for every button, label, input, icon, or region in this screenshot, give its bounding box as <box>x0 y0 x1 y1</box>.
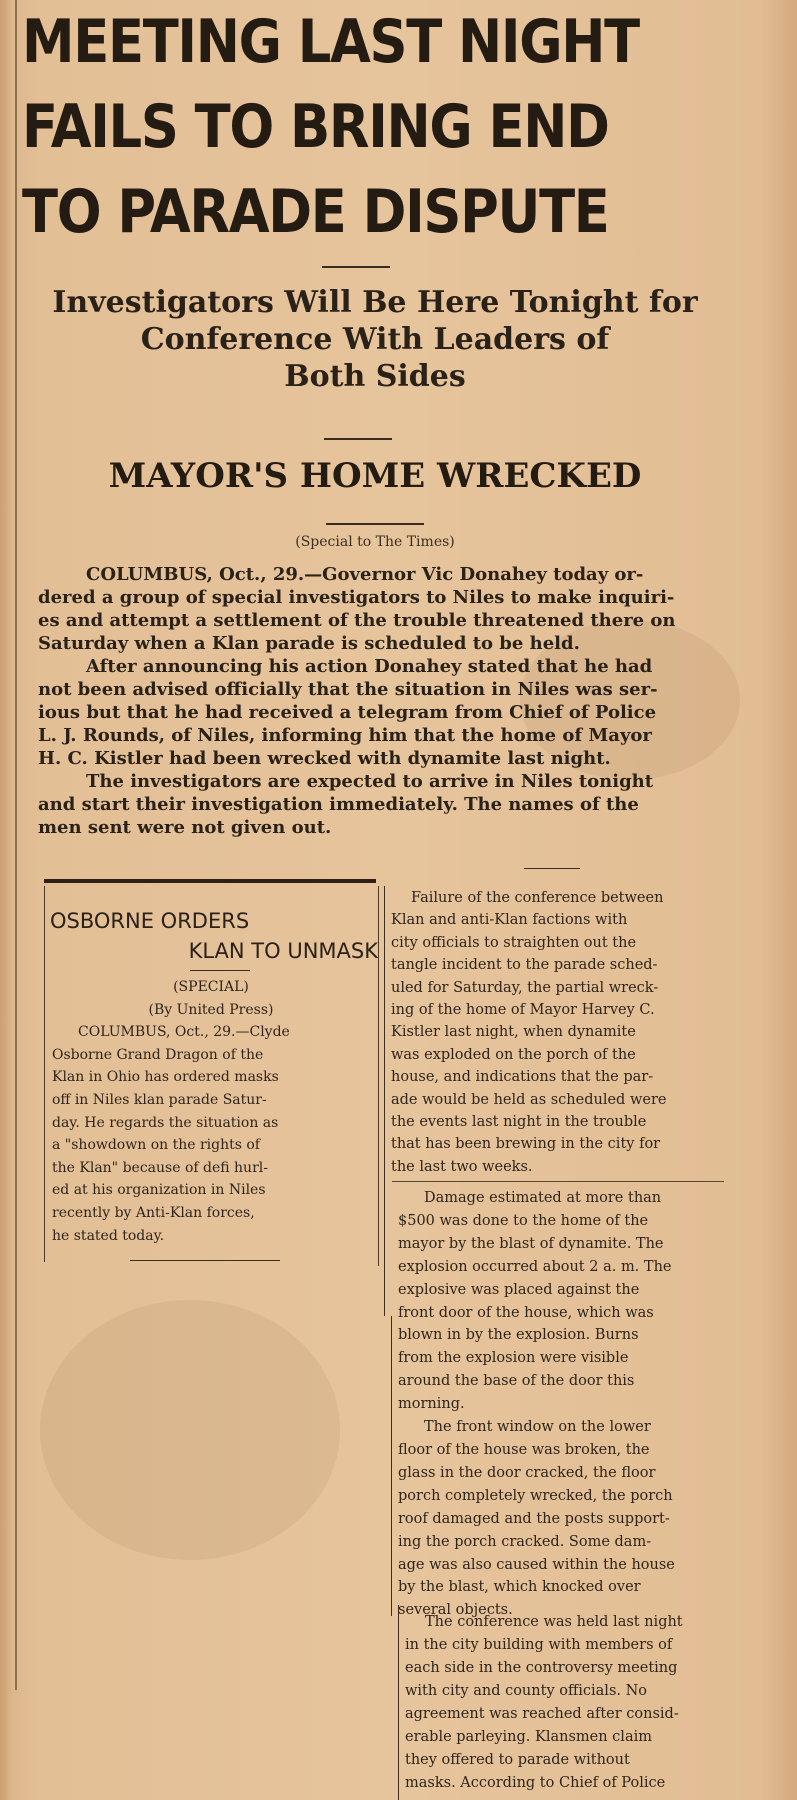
subheadline <box>30 284 720 395</box>
right-line: the last two weeks. <box>391 1158 533 1175</box>
box-line: off in Niles klan parade Satur- <box>52 1091 267 1108</box>
column-rule <box>398 1605 399 1800</box>
lead-line: dered a group of special investigators to Niles to make inquiri- <box>38 587 675 608</box>
right-line: $500 was done to the home of the <box>398 1212 649 1229</box>
subhead-line: Investigators Will Be Here Tonight for <box>52 285 698 320</box>
right-line: mayor by the blast of dynamite. The <box>398 1235 664 1252</box>
right-line: from the explosion were visible <box>398 1350 629 1367</box>
right-line: roof damaged and the posts support- <box>398 1510 670 1527</box>
right-line: blown in by the explosion. Burns <box>398 1327 639 1344</box>
box-line: day. He regards the situation as <box>52 1114 279 1131</box>
lead-line: es and attempt a settlement of the trouble threatened there on <box>38 610 676 631</box>
lead-line: ious but that he had received a telegram from Chief of Police <box>38 702 657 723</box>
right-line: floor of the house was broken, the <box>398 1441 650 1458</box>
right-line: porch completely wrecked, the porch <box>398 1487 673 1504</box>
subhead-line: Both Sides <box>284 359 466 394</box>
right-line: Klan and anti-Klan factions with <box>391 912 628 929</box>
box-line: ed at his organization in Niles <box>52 1182 266 1199</box>
lead-line: H. C. Kistler had been wrecked with dynamite last night. <box>38 748 611 769</box>
right-line: front door of the house, which was <box>398 1304 654 1321</box>
box-article <box>52 976 370 1247</box>
divider-rule <box>326 523 424 525</box>
box-line: COLUMBUS, Oct., 29.—Clyde <box>78 1024 290 1041</box>
lead-line: The investigators are expected to arrive in Niles tonight <box>86 771 654 792</box>
divider-rule <box>190 970 250 971</box>
right-line: each side in the controversy meeting <box>405 1660 678 1676</box>
right-line: with city and county officials. No <box>405 1683 648 1699</box>
right-line: around the base of the door this <box>398 1373 635 1390</box>
right-line: in the city building with members of <box>405 1637 673 1653</box>
paper-stain <box>40 1300 340 1560</box>
right-line: Damage estimated at more than <box>424 1190 662 1206</box>
right-column-part1 <box>391 887 721 1178</box>
right-line: was exploded on the porch of the <box>391 1046 636 1063</box>
right-line: Kistler last night, when dynamite <box>391 1024 636 1041</box>
lead-line: After announcing his action Donahey stated that he had <box>86 656 653 677</box>
right-line: uled for Saturday, the partial wreck- <box>391 979 659 996</box>
right-line: erable parleying. Klansmen claim <box>405 1729 652 1745</box>
right-line: morning. <box>398 1396 465 1413</box>
right-line: The conference was held last night <box>425 1614 683 1630</box>
box-line: Osborne Grand Dragon of the <box>52 1046 264 1063</box>
right-line: city officials to straighten out the <box>391 934 637 951</box>
right-line: agreement was reached after consid- <box>405 1706 679 1722</box>
lead-line: Saturday when a Klan parade is scheduled to be held. <box>38 633 580 654</box>
right-line: The front window on the lower <box>424 1419 651 1436</box>
box-byline: (By United Press) <box>148 1001 274 1018</box>
box-line: Klan in Ohio has ordered masks <box>52 1069 279 1086</box>
box-headline <box>50 906 380 966</box>
column-rule <box>384 886 385 1316</box>
box-line: recently by Anti-Klan forces, <box>52 1204 255 1221</box>
box-headline-line: KLAN TO UNMASK <box>188 939 378 963</box>
box-headline-line: OSBORNE ORDERS <box>50 909 250 933</box>
lead-line: not been advised officially that the situation in Niles was ser- <box>38 679 658 700</box>
right-line: Failure of the conference between <box>411 890 664 906</box>
lead-line: COLUMBUS, Oct., 29.—Governor Vic Donahey today or- <box>86 564 644 585</box>
right-line: ing of the home of Mayor Harvey C. <box>391 1002 655 1019</box>
right-line: explosive was placed against the <box>398 1281 640 1298</box>
lead-paragraphs <box>38 563 728 839</box>
right-line: glass in the door cracked, the floor <box>398 1464 656 1481</box>
right-line: several objects. <box>398 1602 513 1619</box>
subhead-line: Conference With Leaders of <box>140 322 610 357</box>
right-line: age was also caused within the house <box>398 1556 675 1573</box>
box-line: a "showdown on the rights of <box>52 1137 260 1154</box>
mayor-home-headline: MAYOR'S HOME WRECKED <box>108 456 642 496</box>
box-bottom-rule <box>130 1260 280 1261</box>
right-line: they offered to parade without <box>405 1752 630 1768</box>
box-line: the Klan" because of defi hurl- <box>52 1159 268 1176</box>
divider-rule <box>322 266 390 268</box>
lead-line: men sent were not given out. <box>38 817 332 838</box>
box-top-rule <box>44 879 376 883</box>
column-rule <box>391 1316 392 1616</box>
right-line: by the blast, which knocked over <box>398 1579 641 1596</box>
dateline: (Special to The Times) <box>295 534 455 550</box>
right-line: explosion occurred about 2 a. m. The <box>398 1258 672 1275</box>
divider-rule <box>524 868 580 869</box>
main-headline <box>22 0 639 255</box>
right-line: ade would be held as scheduled were <box>391 1091 667 1108</box>
right-line: that has been brewing in the city for <box>391 1136 661 1153</box>
right-line: masks. According to Chief of Police <box>405 1775 666 1791</box>
box-left-rule <box>44 886 45 1262</box>
left-edge-rule <box>15 0 17 1690</box>
right-line: the events last night in the trouble <box>391 1114 647 1131</box>
right-line: ing the porch cracked. Some dam- <box>398 1533 652 1550</box>
right-column-part3 <box>405 1611 735 1795</box>
headline-line: MEETING LAST NIGHT <box>22 7 639 77</box>
lead-line: and start their investigation immediately. The names of the <box>38 794 639 815</box>
divider-rule <box>392 1181 724 1182</box>
headline-line: TO PARADE DISPUTE <box>22 177 609 247</box>
right-line: house, and indications that the par- <box>391 1069 654 1086</box>
divider-rule <box>324 438 392 440</box>
box-line: he stated today. <box>52 1227 165 1244</box>
right-column-part2 <box>398 1190 728 1622</box>
box-special: (SPECIAL) <box>173 979 249 995</box>
headline-line: FAILS TO BRING END <box>22 92 609 162</box>
lead-line: L. J. Rounds, of Niles, informing him that the home of Mayor <box>38 725 652 746</box>
right-line: tangle incident to the parade sched- <box>391 957 658 974</box>
